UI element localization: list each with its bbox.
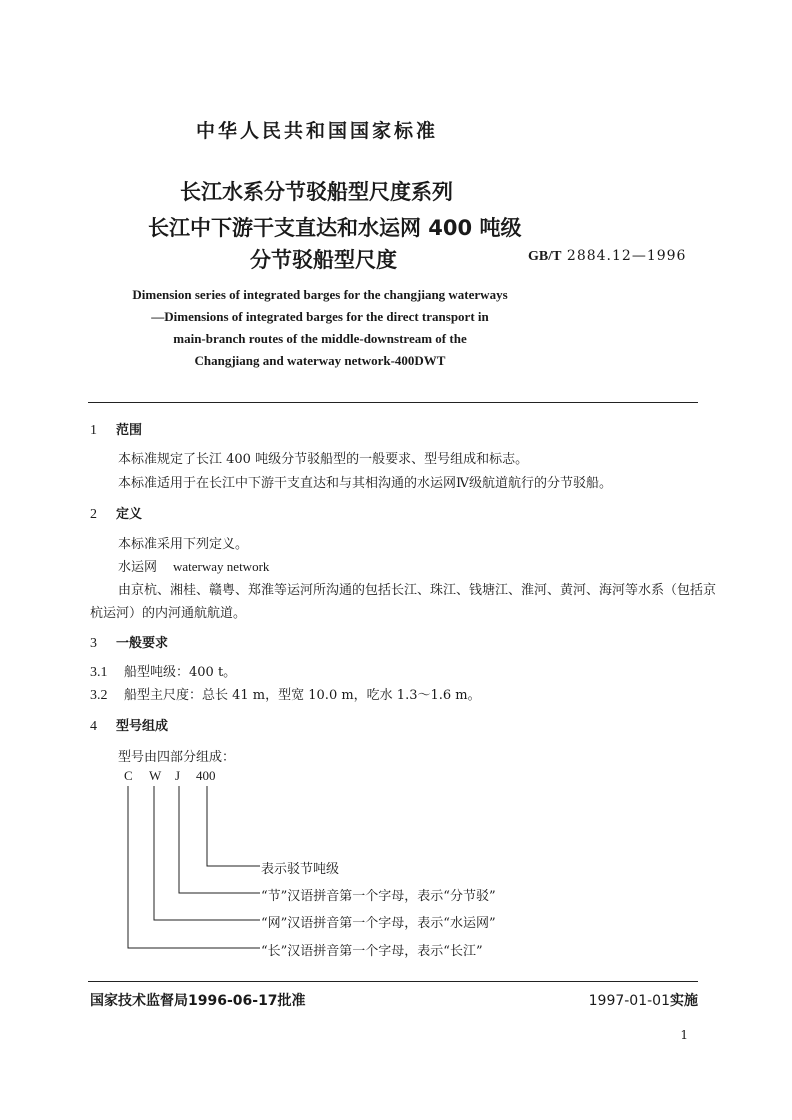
- connector-line-tonnage: [207, 786, 260, 866]
- english-title-line-2: —Dimensions of integrated barges for the direct transport in: [151, 309, 489, 324]
- implementation-date: 1997-01-01: [588, 993, 670, 1009]
- clause-3-2-number: 3.2: [90, 688, 108, 703]
- code-letter-w: W: [149, 768, 162, 783]
- page-number: 1: [680, 1028, 688, 1042]
- standard-code-prefix: GB/T: [528, 249, 562, 264]
- implementation-label: 实施: [670, 993, 698, 1009]
- connector-line-c: [128, 786, 260, 948]
- section-4-number: 4: [90, 719, 97, 734]
- standard-code-number: 2884.12—1996: [566, 248, 687, 264]
- section-2-paragraph-1: 本标准采用下列定义。: [118, 537, 249, 552]
- clause-3-1-number: 3.1: [90, 665, 108, 680]
- section-1-number: 1: [90, 423, 97, 438]
- section-3-number: 3: [90, 636, 97, 651]
- code-label-c: “长”汉语拼音第一个字母，表示“长江”: [261, 944, 483, 959]
- implementation-statement: [589, 990, 698, 1010]
- clause-3-2-text: 船型主尺度：总长 41 m，型宽 10.0 m，吃水 1.3～1.6 m。: [124, 688, 481, 703]
- code-label-w: “网”汉语拼音第一个字母，表示“水运网”: [261, 916, 496, 931]
- code-label-j: “节”汉语拼音第一个字母，表示“分节驳”: [261, 889, 496, 904]
- section-4-title: 型号组成: [116, 719, 169, 734]
- section-1-paragraph-2: 本标准适用于在长江中下游干支直达和与其相沟通的水运网Ⅳ级航道航行的分节驳船。: [118, 476, 612, 491]
- title-line-2: 长江中下游干支直达和水运网 400 吨级: [148, 216, 522, 240]
- definition-line-2: 杭运河）的内河通航航道。: [90, 606, 247, 621]
- title-line-3: 分节驳船型尺度: [250, 248, 397, 272]
- code-tonnage: 400: [196, 768, 216, 783]
- english-title-line-4: Changjiang and waterway network-400DWT: [194, 353, 446, 368]
- code-letter-j: J: [175, 768, 181, 783]
- approval-statement: 国家技术监督局1996-06-17批准: [90, 993, 306, 1009]
- model-intro: 型号由四部分组成：: [118, 750, 236, 765]
- code-label-tonnage: 表示驳节吨级: [261, 862, 340, 877]
- section-2-number: 2: [90, 507, 97, 522]
- section-2-title: 定义: [116, 507, 143, 522]
- english-title-line-3: main-branch routes of the middle-downstream of the: [173, 331, 467, 346]
- section-1-title: 范围: [116, 423, 143, 438]
- term-chinese: 水运网: [118, 560, 158, 575]
- english-title-line-1: Dimension series of integrated barges for the changjiang waterways: [132, 287, 508, 302]
- section-3-title: 一般要求: [116, 636, 169, 651]
- connector-line-j: [179, 786, 260, 893]
- section-1-paragraph-1: 本标准规定了长江 400 吨级分节驳船型的一般要求、型号组成和标志。: [118, 452, 529, 467]
- code-letter-c: C: [124, 768, 133, 783]
- definition-line-1: 由京杭、湘桂、赣粤、郑淮等运河所沟通的包括长江、珠江、钱塘江、淮河、黄河、海河等水系（包括京: [118, 583, 717, 598]
- title-line-1: 长江水系分节驳船型尺度系列: [180, 180, 453, 204]
- footer-divider: [88, 981, 698, 982]
- clause-3-1-text: 船型吨级：400 t。: [124, 665, 237, 680]
- term-english: waterway network: [173, 559, 270, 574]
- national-standard-heading: 中华人民共和国国家标准: [196, 120, 439, 142]
